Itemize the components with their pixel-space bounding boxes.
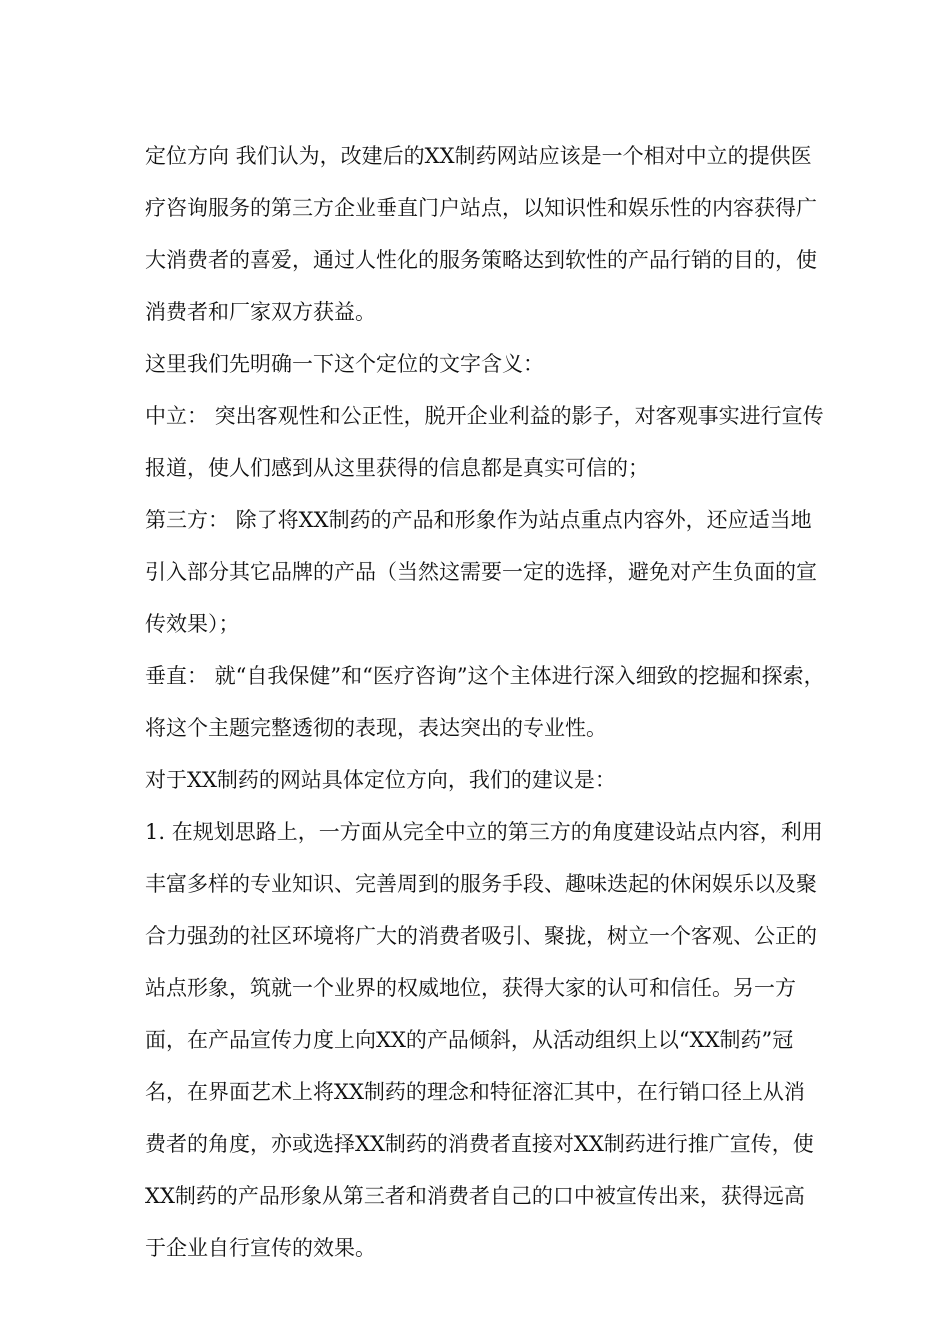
paragraph-vertical: 垂直： 就“自我保健”和“医疗咨询”这个主体进行深入细致的挖掘和探索，将这个主题完整透彻的表现，表达突出的专业性。 bbox=[145, 664, 825, 740]
paragraph-positioning-direction: 定位方向 我们认为，改建后的XX制药网站应该是一个相对中立的提供医疗咨询服务的第三方企业垂直门户站点，以知识性和娱乐性的内容获得广大消费者的喜爱，通过人性化的服务策略达到软性的产品行销的目的，使消费者和厂家双方获益。 bbox=[145, 144, 817, 324]
paragraph-suggestion-1: 1. 在规划思路上，一方面从完全中立的第三方的角度建设站点内容，利用丰富多样的专业知识、完善周到的服务手段、趣味迭起的休闲娱乐以及聚合力强劲的社区环境将广大的消费者吸引、聚拢，树立一个客观、公正的站点形象，筑就一个业界的权威地位，获得大家的认可和信任。另一方面，在产品宣传力度上向XX的产品倾斜，从活动组织上以“XX制药”冠名，在界面艺术上将XX制药的理念和特征溶汇其中，在行销口径上从消费者的角度，亦或选择XX制药的消费者直接对XX制药进行推广宣传，使XX制药的产品形象从第三者和消费者自己的口中被宣传出来，获得远高于企业自行宣传的效果。 bbox=[145, 820, 823, 1260]
paragraph-suggestion-intro: 对于XX制药的网站具体定位方向，我们的建议是： bbox=[145, 768, 616, 792]
paragraph-definition-intro: 这里我们先明确一下这个定位的文字含义： bbox=[145, 352, 544, 376]
paragraph-neutral: 中立： 突出客观性和公正性，脱开企业利益的影子，对客观事实进行宣传报道，使人们感到从这里获得的信息都是真实可信的； bbox=[145, 404, 824, 480]
paragraph-third-party: 第三方： 除了将XX制药的产品和形象作为站点重点内容外，还应适当地引入部分其它品牌的产品（当然这需要一定的选择，避免对产生负面的宣传效果）； bbox=[145, 508, 817, 636]
document-body bbox=[145, 130, 825, 1274]
